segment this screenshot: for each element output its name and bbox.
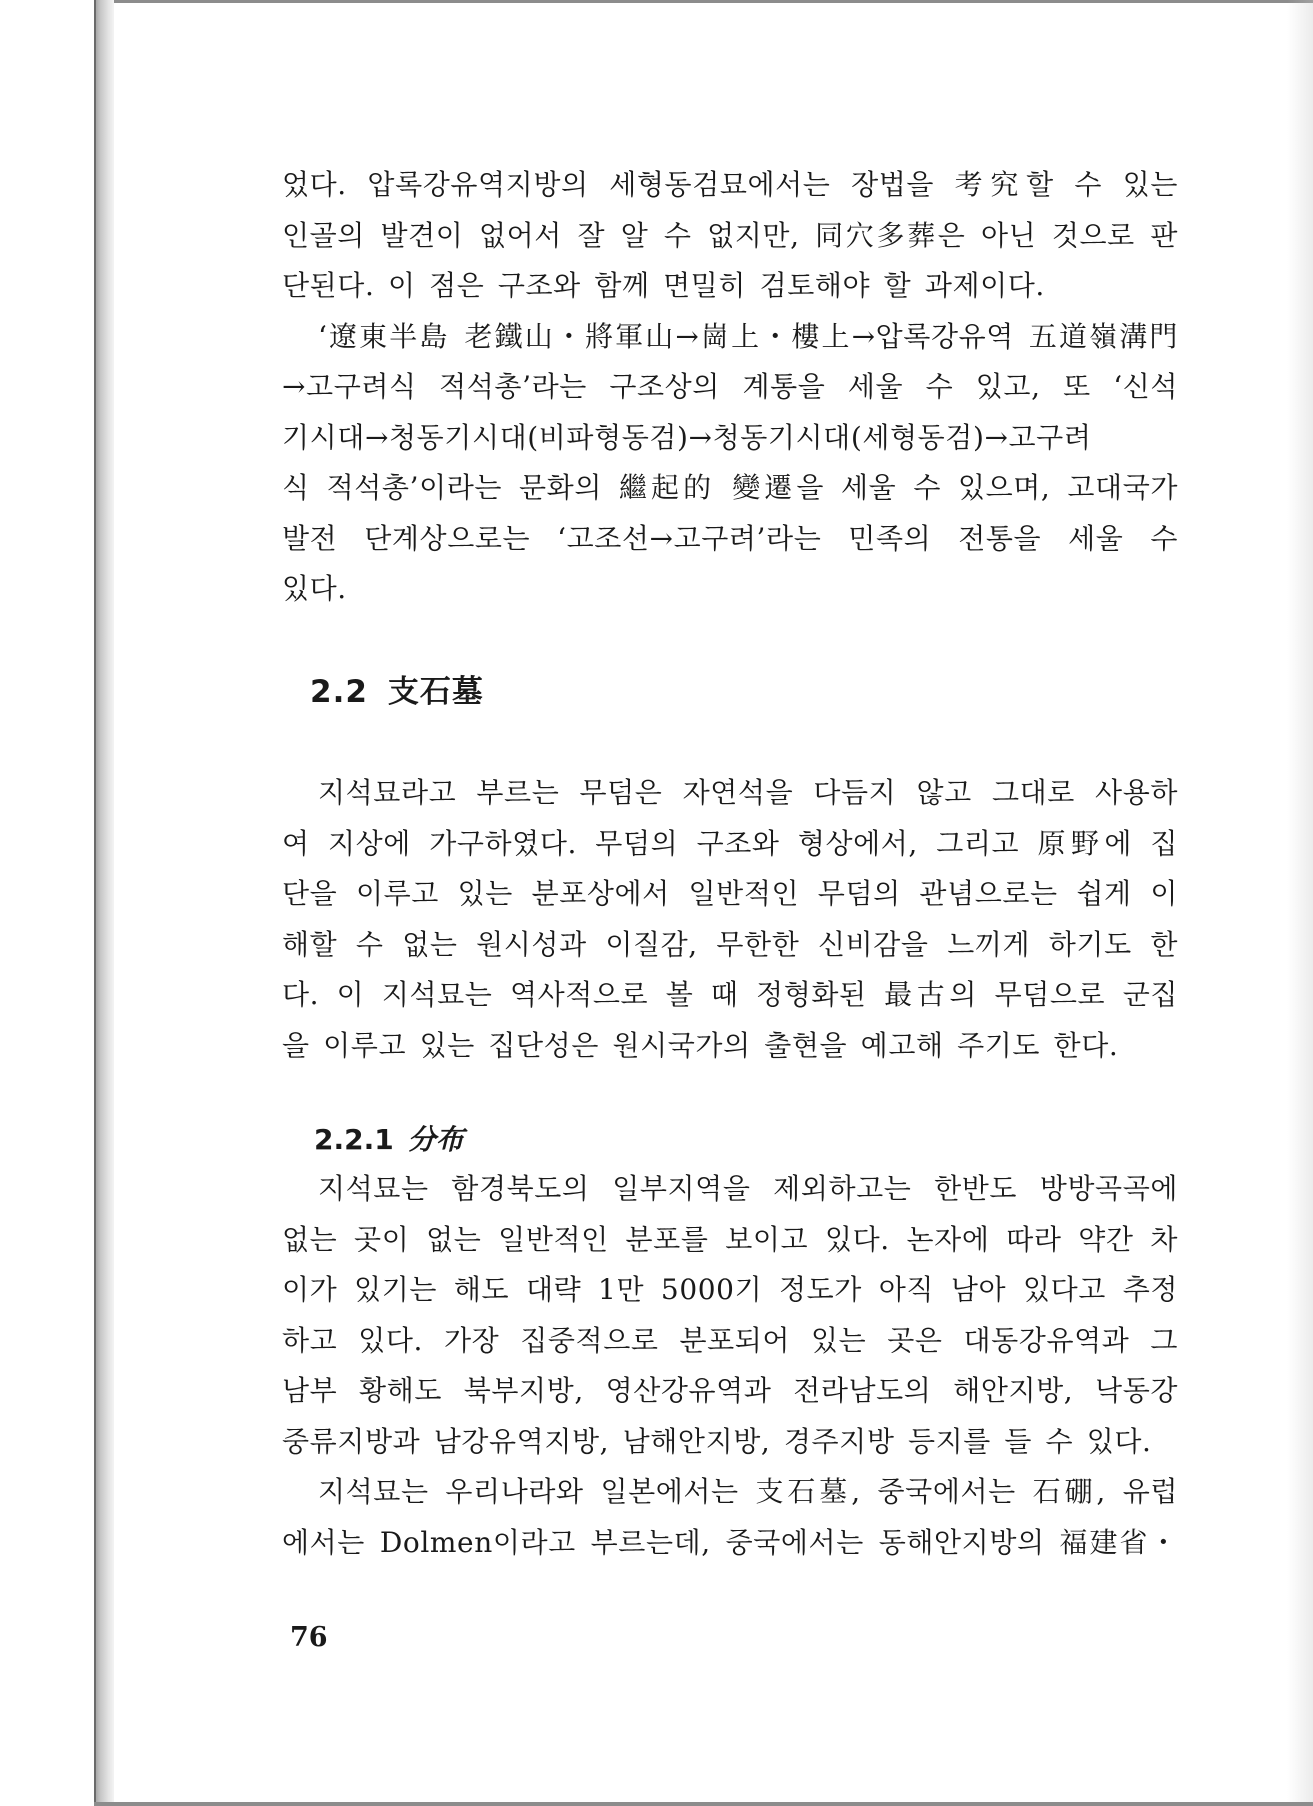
page-bottom-edge [94, 1802, 1313, 1806]
text-line: 지석묘는 우리나라와 일본에서는 支石墓, 중국에서는 石硼, 유럽 [318, 1475, 1178, 1508]
paragraph-block-3 [282, 1164, 1178, 1568]
text-line: 발전 단계상으로는 ‘고조선→고구려’라는 민족의 전통을 세울 수 [282, 521, 1178, 555]
text-line: 중류지방과 남강유역지방, 남해안지방, 경주지방 등지를 들 수 있다. [282, 1424, 1152, 1458]
page-number: 76 [290, 1622, 328, 1653]
paragraph-block-1 [282, 160, 1178, 615]
text-line: 기시대→청동기시대(비파형동검)→청동기시대(세형동검)→고구려 [282, 420, 1092, 454]
text-line: 었다. 압록강유역지방의 세형동검묘에서는 장법을 考究할 수 있는 [282, 168, 1178, 201]
text-line: 식 적석총’이라는 문화의 繼起的 變遷을 세울 수 있으며, 고대국가 [282, 471, 1178, 504]
page-shadow [1287, 0, 1313, 1806]
section-heading [282, 666, 484, 711]
subsection-number: 2.2.1 [314, 1123, 394, 1156]
book-edge-line [94, 0, 96, 1806]
text-line: 남부 황해도 북부지방, 영산강유역과 전라남도의 해안지방, 낙동강 [282, 1374, 1178, 1407]
text-line: 을 이루고 있는 집단성은 원시국가의 출현을 예고해 주기도 한다. [282, 1028, 1119, 1062]
text-line: 단된다. 이 점은 구조와 함께 면밀히 검토해야 할 과제이다. [282, 269, 1045, 302]
text-line: 에서는 Dolmen이라고 부르는데, 중국에서는 동해안지방의 福建省・ [282, 1525, 1178, 1559]
text-line: 이가 있기는 해도 대략 1만 5000기 정도가 아직 남아 있다고 추정 [282, 1273, 1178, 1306]
text-line: 해할 수 없는 원시성과 이질감, 무한한 신비감을 느끼게 하기도 한 [282, 927, 1178, 961]
text-line: →고구려식 적석총’라는 구조상의 계통을 세울 수 있고, 또 ‘신석 [282, 370, 1178, 403]
text-line: ‘遼東半島 老鐵山・將軍山→崗上・樓上→압록강유역 五道嶺溝門 [318, 319, 1178, 353]
text-line: 있다. [282, 572, 347, 605]
section-title: 支石墓 [387, 674, 484, 710]
text-line: 지석묘는 함경북도의 일부지역을 제외하고는 한반도 방방곡곡에 [318, 1172, 1178, 1205]
text-line: 여 지상에 가구하였다. 무덤의 구조와 형상에서, 그리고 原野에 집 [282, 826, 1178, 860]
subsection-heading [282, 1118, 464, 1158]
text-line: 하고 있다. 가장 집중적으로 분포되어 있는 곳은 대동강유역과 그 [282, 1323, 1178, 1357]
paragraph-block-2 [282, 768, 1178, 1071]
text-line: 다. 이 지석묘는 역사적으로 볼 때 정형화된 最古의 무덤으로 군집 [282, 978, 1178, 1011]
text-line: 단을 이루고 있는 분포상에서 일반적인 무덤의 관념으로는 쉽게 이 [282, 877, 1178, 910]
text-line: 없는 곳이 없는 일반적인 분포를 보이고 있다. 논자에 따라 약간 차 [282, 1222, 1178, 1256]
book-spine [94, 0, 114, 1806]
subsection-title: 分布 [407, 1123, 464, 1156]
text-line: 인골의 발견이 없어서 잘 알 수 없지만, 同穴多葬은 아닌 것으로 판 [282, 218, 1178, 252]
section-number: 2.2 [310, 674, 368, 710]
page-top-edge [94, 0, 1313, 3]
text-line: 지석묘라고 부르는 무덤은 자연석을 다듬지 않고 그대로 사용하 [318, 776, 1178, 809]
